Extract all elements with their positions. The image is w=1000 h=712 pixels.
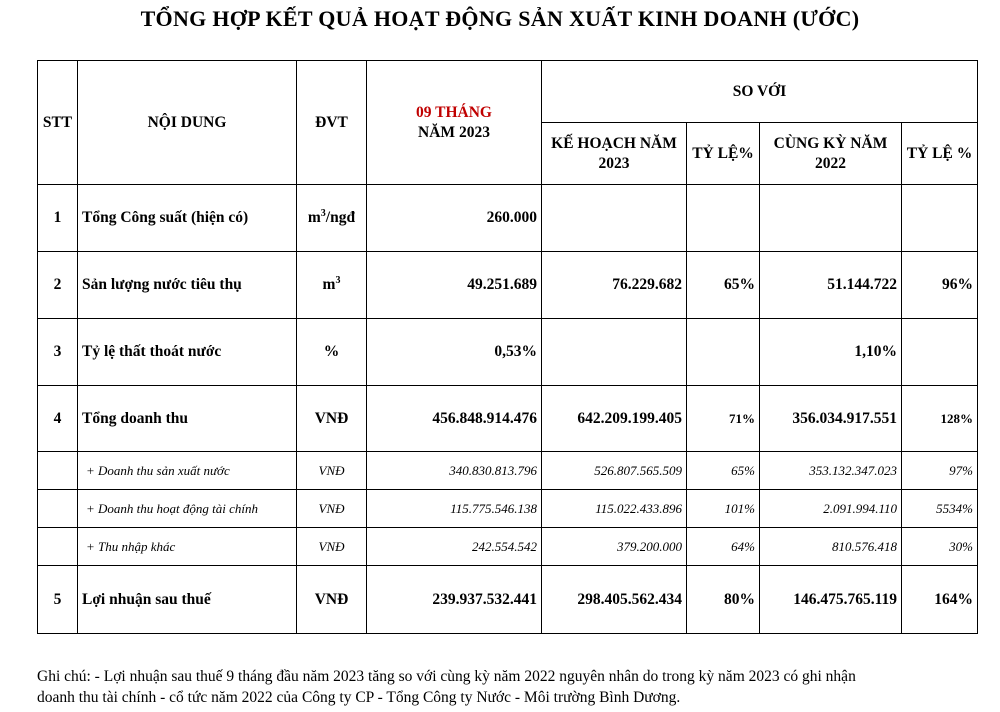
row-ratio-plan: 64% bbox=[687, 528, 760, 566]
row-ratio-prior: 5534% bbox=[902, 490, 978, 528]
table-row bbox=[38, 185, 978, 252]
row-ratio-plan: 65% bbox=[687, 252, 760, 319]
row-stt: 4 bbox=[38, 386, 78, 452]
row-ratio-plan: 101% bbox=[687, 490, 760, 528]
row-stt: 3 bbox=[38, 319, 78, 386]
row-stt: 5 bbox=[38, 566, 78, 634]
row-prior: 810.576.418 bbox=[760, 528, 902, 566]
unit-base: m bbox=[307, 209, 321, 226]
row-plan: 298.405.562.434 bbox=[542, 566, 687, 634]
row-stt bbox=[38, 490, 78, 528]
unit-tail: /ngđ bbox=[325, 209, 356, 226]
row-content: Tổng Công suất (hiện có) bbox=[78, 185, 297, 252]
row-content: + Doanh thu sản xuất nước bbox=[78, 452, 297, 490]
header-unit: ĐVT bbox=[297, 61, 367, 185]
row-prior: 353.132.347.023 bbox=[760, 452, 902, 490]
row-content: + Doanh thu hoạt động tài chính bbox=[78, 490, 297, 528]
header-plan-line1: KẾ HOẠCH NĂM bbox=[551, 134, 677, 152]
table-row bbox=[38, 566, 978, 634]
table-row bbox=[38, 252, 978, 319]
footnote bbox=[37, 666, 957, 708]
header-ratio-prior: TỶ LỆ % bbox=[902, 123, 978, 185]
row-ratio-prior bbox=[902, 319, 978, 386]
header-plan-line2: 2023 bbox=[598, 154, 630, 172]
row-value: 49.251.689 bbox=[367, 252, 542, 319]
row-content: Tổng doanh thu bbox=[78, 386, 297, 452]
row-value: 456.848.914.476 bbox=[367, 386, 542, 452]
header-content: NỘI DUNG bbox=[78, 61, 297, 185]
results-table bbox=[37, 60, 978, 634]
row-plan: 526.807.565.509 bbox=[542, 452, 687, 490]
footnote-line2: doanh thu tài chính - cổ tức năm 2022 của Công ty CP - Tổng Công ty Nước - Môi trường Bình Dương. bbox=[37, 689, 681, 706]
header-ratio-plan: TỶ LỆ% bbox=[687, 123, 760, 185]
row-prior: 146.475.765.119 bbox=[760, 566, 902, 634]
row-value: 260.000 bbox=[367, 185, 542, 252]
row-ratio-plan: 71% bbox=[687, 386, 760, 452]
row-unit: VNĐ bbox=[297, 386, 367, 452]
report-title: TỔNG HỢP KẾT QUẢ HOẠT ĐỘNG SẢN XUẤT KINH DOANH (ƯỚC) bbox=[140, 6, 860, 31]
row-value: 115.775.546.138 bbox=[367, 490, 542, 528]
row-ratio-plan bbox=[687, 319, 760, 386]
row-value: 0,53% bbox=[367, 319, 542, 386]
row-unit bbox=[297, 185, 367, 252]
header-prior bbox=[760, 123, 902, 185]
header-period-line2: NĂM 2023 bbox=[418, 123, 490, 141]
row-content: Lợi nhuận sau thuế bbox=[78, 566, 297, 634]
row-plan: 115.022.433.896 bbox=[542, 490, 687, 528]
header-plan bbox=[542, 123, 687, 185]
row-prior: 2.091.994.110 bbox=[760, 490, 902, 528]
header-prior-line2: 2022 bbox=[815, 154, 846, 172]
unit-sup: 3 bbox=[320, 207, 326, 219]
row-plan: 379.200.000 bbox=[542, 528, 687, 566]
row-ratio-plan bbox=[687, 185, 760, 252]
table-row bbox=[38, 528, 978, 566]
row-content: Tỷ lệ thất thoát nước bbox=[78, 319, 297, 386]
table-row bbox=[38, 490, 978, 528]
row-prior: 356.034.917.551 bbox=[760, 386, 902, 452]
row-stt: 2 bbox=[38, 252, 78, 319]
row-ratio-prior bbox=[902, 185, 978, 252]
table-row bbox=[38, 386, 978, 452]
table-row bbox=[38, 452, 978, 490]
row-plan bbox=[542, 185, 687, 252]
unit-sup: 3 bbox=[335, 274, 341, 286]
row-value: 239.937.532.441 bbox=[367, 566, 542, 634]
row-ratio-prior: 128% bbox=[902, 386, 978, 452]
row-unit: VNĐ bbox=[297, 566, 367, 634]
row-unit bbox=[297, 252, 367, 319]
row-value: 340.830.813.796 bbox=[367, 452, 542, 490]
header-period bbox=[367, 61, 542, 185]
row-stt bbox=[38, 452, 78, 490]
row-ratio-prior: 164% bbox=[902, 566, 978, 634]
row-ratio-plan: 80% bbox=[687, 566, 760, 634]
header-prior-line1: CÙNG KỲ NĂM bbox=[773, 134, 888, 152]
row-stt bbox=[38, 528, 78, 566]
row-prior: 51.144.722 bbox=[760, 252, 902, 319]
row-ratio-prior: 30% bbox=[902, 528, 978, 566]
header-period-line1: 09 THÁNG bbox=[416, 103, 492, 121]
row-prior: 1,10% bbox=[760, 319, 902, 386]
row-unit: VNĐ bbox=[297, 490, 367, 528]
header-stt: STT bbox=[38, 61, 78, 185]
row-ratio-prior: 96% bbox=[902, 252, 978, 319]
row-value: 242.554.542 bbox=[367, 528, 542, 566]
unit-base: m bbox=[322, 276, 336, 293]
row-stt: 1 bbox=[38, 185, 78, 252]
footnote-line1: Ghi chú: - Lợi nhuận sau thuế 9 tháng đầu năm 2023 tăng so với cùng kỳ năm 2022 nguyên nhân do trong kỳ năm 2023 có ghi nhận bbox=[37, 668, 856, 685]
row-ratio-prior: 97% bbox=[902, 452, 978, 490]
header-compare: SO VỚI bbox=[542, 61, 978, 123]
table-row bbox=[38, 319, 978, 386]
row-unit: VNĐ bbox=[297, 528, 367, 566]
row-ratio-plan: 65% bbox=[687, 452, 760, 490]
row-plan: 642.209.199.405 bbox=[542, 386, 687, 452]
row-content: Sản lượng nước tiêu thụ bbox=[78, 252, 297, 319]
row-plan: 76.229.682 bbox=[542, 252, 687, 319]
row-unit: % bbox=[297, 319, 367, 386]
row-plan bbox=[542, 319, 687, 386]
row-prior bbox=[760, 185, 902, 252]
row-content: + Thu nhập khác bbox=[78, 528, 297, 566]
row-unit: VNĐ bbox=[297, 452, 367, 490]
